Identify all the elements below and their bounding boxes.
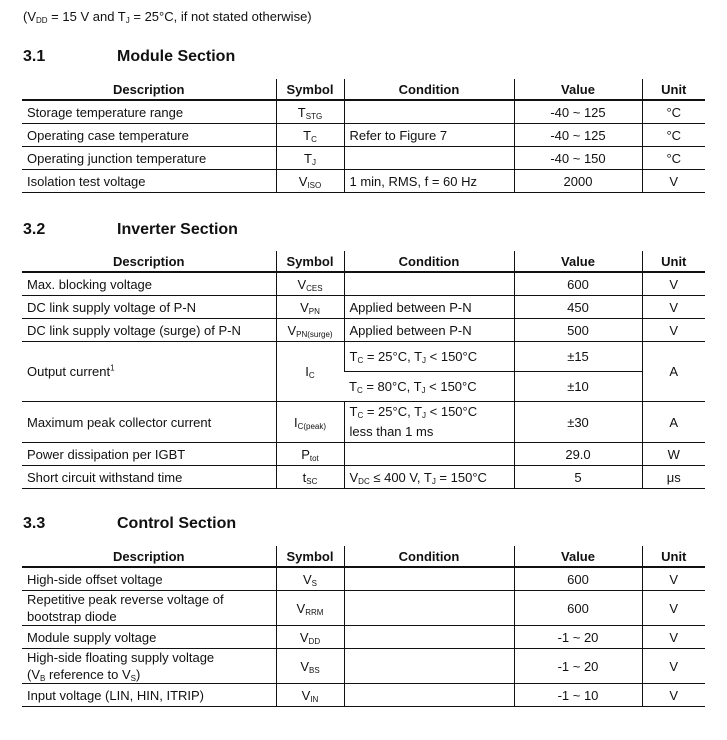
- cell-symbol: $P_{tot}$: [276, 443, 344, 466]
- table-row: [22, 296, 705, 319]
- cell-unit: °C: [642, 100, 705, 124]
- cell-unit: μs: [642, 466, 705, 489]
- cell-condition: 1 min, RMS, f = 60 Hz: [344, 170, 514, 193]
- cell-unit: V: [642, 272, 705, 296]
- cell-condition: $T_C = 25^\circ C$, $T_J < 150^\circ C$: [344, 342, 514, 372]
- header-symbol: Symbol: [276, 251, 344, 272]
- cell-unit: A: [642, 402, 705, 443]
- cell-description: Short circuit withstand time: [22, 466, 276, 489]
- conditions-note: ($V_{DD} = 15$ V and $T_J = 25^\circ C$, if not stated otherwise): [23, 9, 312, 25]
- table-row: [22, 124, 705, 147]
- cell-symbol: $V_{PN}$: [276, 296, 344, 319]
- table-row: [22, 170, 705, 193]
- table-header-row: [22, 79, 705, 100]
- header-value: Value: [514, 251, 642, 272]
- table-header-row: [22, 546, 705, 567]
- header-description: Description: [22, 79, 276, 100]
- cell-condition: [344, 147, 514, 170]
- cell-description: Storage temperature range: [22, 100, 276, 124]
- cell-symbol: $V_{BS}$: [276, 649, 344, 684]
- cell-value: 600: [514, 591, 642, 626]
- cell-condition: $T_C = 25^\circ C$, $T_J < 150^\circ C$ less than 1 ms: [344, 402, 514, 443]
- table-row: [22, 100, 705, 124]
- header-description: Description: [22, 251, 276, 272]
- cell-condition: $V_{DC} \le 400$ V, $T_J = 150^\circ C$: [344, 466, 514, 489]
- cell-value: 29.0: [514, 443, 642, 466]
- cell-symbol: $V_{DD}$: [276, 626, 344, 649]
- section-number-control: 3.3: [23, 515, 46, 532]
- cell-value: -40 ~ 125: [514, 124, 642, 147]
- header-value: Value: [514, 79, 642, 100]
- header-symbol: Symbol: [276, 546, 344, 567]
- cell-symbol: $V_S$: [276, 567, 344, 591]
- table-row: [22, 567, 705, 591]
- cell-symbol: $I_C$: [276, 342, 344, 402]
- cell-description: Power dissipation per IGBT: [22, 443, 276, 466]
- cell-value: -1 ~ 20: [514, 626, 642, 649]
- cell-symbol: $V_{CES}$: [276, 272, 344, 296]
- cell-unit: V: [642, 684, 705, 707]
- cell-unit: V: [642, 567, 705, 591]
- cell-value: 600: [514, 567, 642, 591]
- control-table: [22, 546, 705, 707]
- cell-symbol: $V_{PN(surge)}$: [276, 319, 344, 342]
- cell-unit: V: [642, 170, 705, 193]
- cell-condition: Refer to Figure 7: [344, 124, 514, 147]
- table-row: [22, 443, 705, 466]
- header-condition: Condition: [344, 251, 514, 272]
- cell-description: Module supply voltage: [22, 626, 276, 649]
- cell-description: High-side floating supply voltage ($V_B$ reference to $V_S$): [22, 649, 276, 684]
- header-unit: Unit: [642, 546, 705, 567]
- cell-value: 5: [514, 466, 642, 489]
- cell-value: ±10: [514, 372, 642, 402]
- cell-condition: [344, 100, 514, 124]
- cell-symbol: $T_C$: [276, 124, 344, 147]
- cell-symbol: $V_{RRM}$: [276, 591, 344, 626]
- table-row: [22, 466, 705, 489]
- cell-condition: Applied between P-N: [344, 296, 514, 319]
- cell-description: Input voltage (LIN, HIN, ITRIP): [22, 684, 276, 707]
- cell-value: -40 ~ 150: [514, 147, 642, 170]
- cell-unit: A: [642, 342, 705, 402]
- table-row: [22, 319, 705, 342]
- section-title-inverter: Inverter Section: [117, 221, 238, 238]
- cell-unit: V: [642, 319, 705, 342]
- header-symbol: Symbol: [276, 79, 344, 100]
- footnote-marker: 1: [110, 363, 115, 373]
- cell-value: -1 ~ 10: [514, 684, 642, 707]
- cell-condition: [344, 272, 514, 296]
- cell-condition: $T_C = 80^\circ C$, $T_J < 150^\circ C$: [344, 372, 514, 402]
- cell-symbol: $I_{C(peak)}$: [276, 402, 344, 443]
- cell-symbol: $V_{IN}$: [276, 684, 344, 707]
- cell-description: DC link supply voltage of P-N: [22, 296, 276, 319]
- inverter-table: [22, 251, 705, 489]
- header-condition: Condition: [344, 546, 514, 567]
- table-row: [22, 147, 705, 170]
- cell-condition: [344, 626, 514, 649]
- cell-condition: [344, 567, 514, 591]
- cell-value: ±15: [514, 342, 642, 372]
- cell-description: Output current$^1$: [22, 342, 276, 402]
- table-row: [22, 272, 705, 296]
- cell-description: Operating junction temperature: [22, 147, 276, 170]
- cell-description: Repetitive peak reverse voltage of bootstrap diode: [22, 591, 276, 626]
- cell-unit: V: [642, 649, 705, 684]
- header-value: Value: [514, 546, 642, 567]
- cell-unit: W: [642, 443, 705, 466]
- cell-unit: °C: [642, 147, 705, 170]
- cell-unit: V: [642, 591, 705, 626]
- cell-condition: [344, 591, 514, 626]
- header-unit: Unit: [642, 79, 705, 100]
- table-row: [22, 684, 705, 707]
- cell-value: -40 ~ 125: [514, 100, 642, 124]
- module-table: [22, 79, 705, 193]
- cell-value: ±30: [514, 402, 642, 443]
- cell-value: -1 ~ 20: [514, 649, 642, 684]
- cell-symbol: $T_J$: [276, 147, 344, 170]
- cell-condition: [344, 649, 514, 684]
- cell-value: 600: [514, 272, 642, 296]
- section-number-module: 3.1: [23, 48, 46, 65]
- cell-description: Isolation test voltage: [22, 170, 276, 193]
- header-description: Description: [22, 546, 276, 567]
- table-row: [22, 591, 705, 626]
- cell-symbol: $t_{SC}$: [276, 466, 344, 489]
- table-row: [22, 342, 705, 372]
- cell-description: DC link supply voltage (surge) of P-N: [22, 319, 276, 342]
- cell-description: Operating case temperature: [22, 124, 276, 147]
- cell-unit: V: [642, 626, 705, 649]
- table-row: [22, 626, 705, 649]
- cell-description: High-side offset voltage: [22, 567, 276, 591]
- table-header-row: [22, 251, 705, 272]
- cell-symbol: $V_{ISO}$: [276, 170, 344, 193]
- header-condition: Condition: [344, 79, 514, 100]
- section-number-inverter: 3.2: [23, 221, 46, 238]
- table-row: [22, 402, 705, 443]
- cell-symbol: $T_{STG}$: [276, 100, 344, 124]
- cell-description: Max. blocking voltage: [22, 272, 276, 296]
- cell-value: 450: [514, 296, 642, 319]
- cell-condition: Applied between P-N: [344, 319, 514, 342]
- header-unit: Unit: [642, 251, 705, 272]
- cell-value: 2000: [514, 170, 642, 193]
- section-title-module: Module Section: [117, 48, 236, 65]
- cell-value: 500: [514, 319, 642, 342]
- section-title-control: Control Section: [117, 515, 237, 532]
- cell-unit: °C: [642, 124, 705, 147]
- cell-description: Maximum peak collector current: [22, 402, 276, 443]
- cell-condition: [344, 684, 514, 707]
- cell-unit: V: [642, 296, 705, 319]
- table-row: [22, 649, 705, 684]
- cell-condition: [344, 443, 514, 466]
